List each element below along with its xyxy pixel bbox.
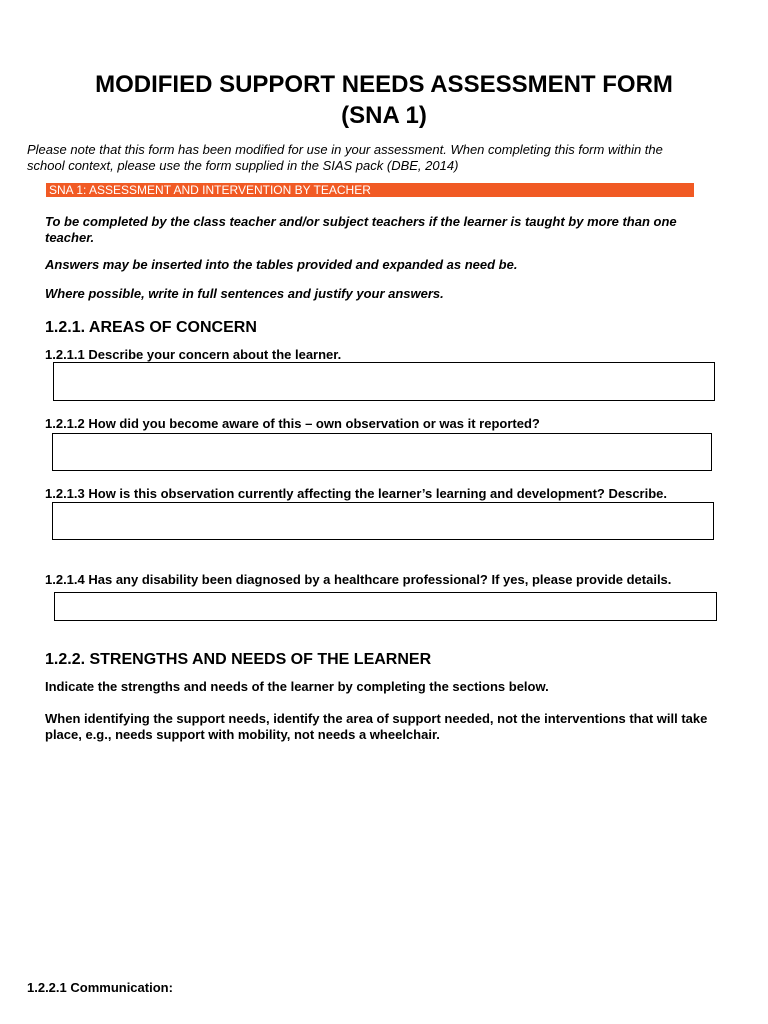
instruction-answers: Answers may be inserted into the tables provided and expanded as need be. — [45, 257, 518, 272]
question-1-2-1-4-answer-box[interactable] — [54, 592, 717, 621]
section-banner: SNA 1: ASSESSMENT AND INTERVENTION BY TEACHER — [46, 183, 694, 197]
instruction-who-completes: To be completed by the class teacher and/or subject teachers if the learner is taught by more than one teacher. — [45, 214, 677, 245]
strengths-instructions: Indicate the strengths and needs of the learner by completing the sections below. — [45, 679, 549, 694]
question-1-2-1-2-label: 1.2.1.2 How did you become aware of this – own observation or was it reported? — [45, 416, 540, 431]
form-title-line-2: (SNA 1) — [341, 102, 427, 129]
question-1-2-1-1-answer-box[interactable] — [53, 362, 715, 401]
instruction-full-sentences: Where possible, write in full sentences and justify your answers. — [45, 286, 444, 301]
strengths-and-needs-heading: 1.2.2. STRENGTHS AND NEEDS OF THE LEARNER — [45, 651, 432, 668]
communication-label: 1.2.2.1 Communication: — [27, 980, 173, 995]
question-1-2-1-3-label: 1.2.1.3 How is this observation currently affecting the learner’s learning and development? Describe. — [45, 486, 668, 501]
areas-of-concern-heading: 1.2.1. AREAS OF CONCERN — [45, 319, 257, 336]
support-needs-guidance: When identifying the support needs, identify the area of support needed, not the interventions that will take place, e.g., needs support with mobility, not needs a wheelchair. — [45, 711, 708, 742]
question-1-2-1-1-label: 1.2.1.1 Describe your concern about the learner. — [45, 347, 342, 362]
question-1-2-1-3-answer-box[interactable] — [52, 502, 714, 540]
question-1-2-1-2-answer-box[interactable] — [52, 433, 712, 471]
form-title-line-1: MODIFIED SUPPORT NEEDS ASSESSMENT FORM — [95, 71, 673, 98]
modification-note: Please note that this form has been modified for use in your assessment. When completing this form within the school context, please use the form supplied in the SIAS pack (DBE, 2014) — [27, 142, 663, 173]
question-1-2-1-4-label: 1.2.1.4 Has any disability been diagnosed by a healthcare professional? If yes, please provide details. — [45, 572, 672, 587]
